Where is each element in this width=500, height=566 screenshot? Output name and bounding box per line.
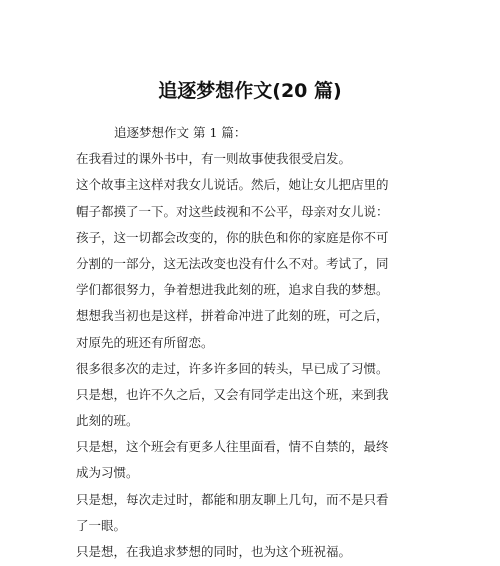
- paragraph-line: 追逐梦想作文 第 1 篇：: [114, 125, 247, 140]
- paragraph-line: 只是想，每次走过时，都能和朋友聊上几句，而不是只看: [76, 491, 389, 507]
- paragraph-line: 成为习惯。: [76, 465, 139, 481]
- paragraph-line: 只是想，这个班会有更多人往里面看，情不自禁的，最终: [76, 439, 389, 455]
- paragraph-line: 分割的一部分，这无法改变也没有什么不对。考试了，同: [76, 255, 389, 271]
- paragraph-line: 孩子，这一切都会改变的，你的肤色和你的家庭是你不可: [76, 229, 389, 245]
- paragraph-line: 此刻的班。: [76, 413, 139, 429]
- paragraph-line: 帽子都摸了一下。对这些歧视和不公平，母亲对女儿说：: [76, 203, 389, 219]
- document-body: [76, 120, 426, 565]
- paragraph-line: 在我看过的课外书中，有一则故事使我很受启发。: [76, 151, 352, 167]
- paragraph-line: 很多很多次的走过，许多许多回的转头，早已成了习惯。: [76, 360, 389, 376]
- paragraph-line: 只是想，在我追求梦想的同时，也为这个班祝福。: [76, 544, 352, 559]
- paragraph-line: 只是想，也许不久之后，又会有同学走出这个班，来到我: [76, 386, 389, 402]
- document-title: 追逐梦想作文(20 篇): [158, 80, 342, 102]
- paragraph-line: 想想我当初也是这样，拼着命冲进了此刻的班，可之后，: [76, 308, 389, 324]
- paragraph-line: 对原先的班还有所留恋。: [76, 334, 214, 350]
- paragraph-line: 学们都很努力，争着想进我此刻的班，追求自我的梦想。: [76, 282, 389, 298]
- paragraph-line: 了一眼。: [76, 517, 127, 533]
- paragraph-line: 这个故事主这样对我女儿说话。然后，她让女儿把店里的: [76, 177, 389, 193]
